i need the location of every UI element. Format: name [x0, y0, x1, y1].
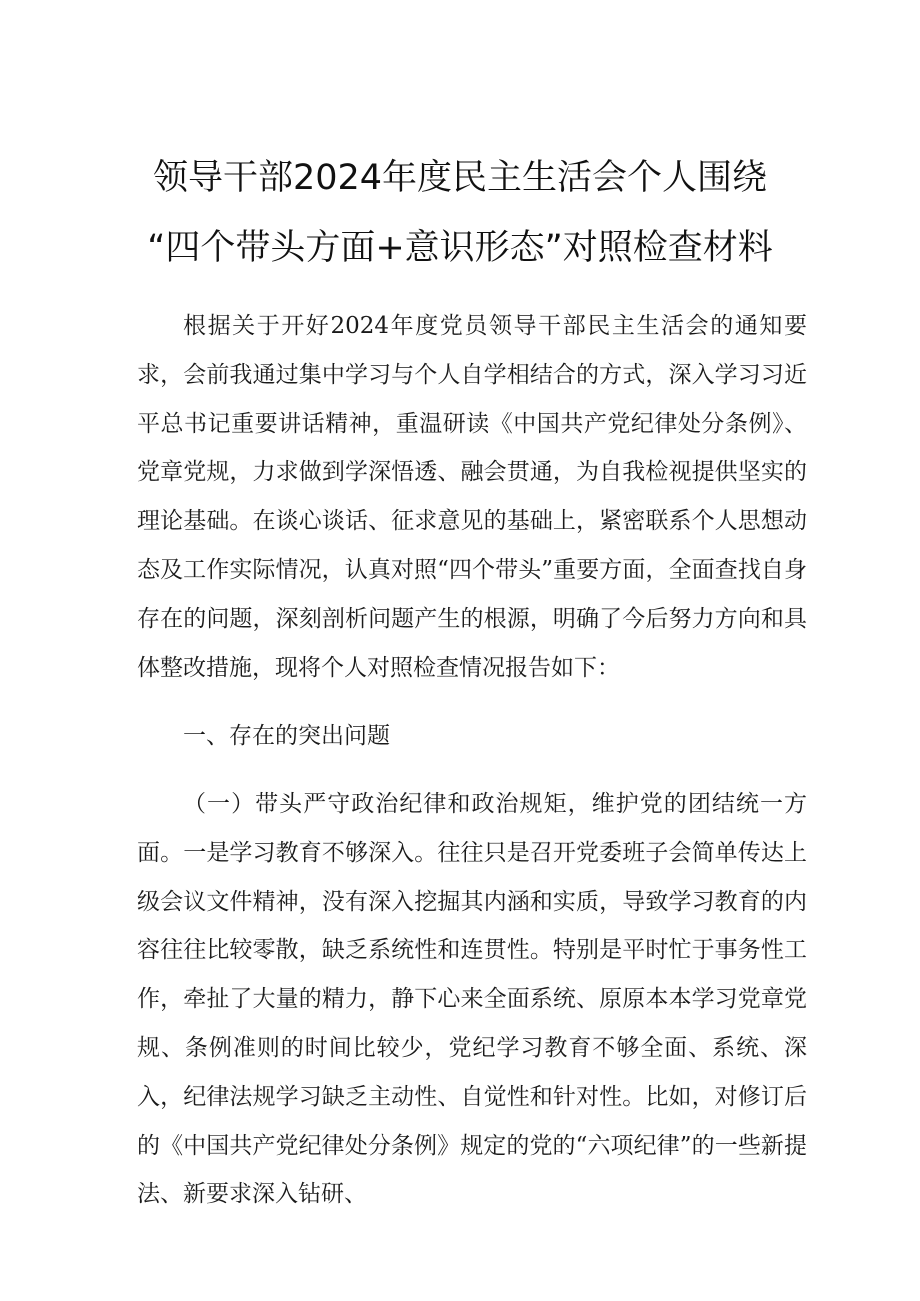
document-title-line-1: 领导干部2024年度民主生活会个人围绕: [152, 158, 768, 198]
intro-paragraph: 根据关于开好2024年度党员领导干部民主生活会的通知要求，会前我通过集中学习与个人自学相结合的方式，深入学习习近平总书记重要讲话精神，重温研读《中国共产党纪律处分条例》、党章党规，力求做到学深悟透、融会贯通，为自我检视提供坚实的理论基础。在谈心谈话、征求意见的基础上，紧密联系个人思想动态及工作实际情况，认真对照“四个带头”重要方面，全面查找自身存在的问题，深刻剖析问题产生的根源，明确了今后努力方向和具体整改措施，现将个人对照检查情况报告如下：: [137, 313, 807, 681]
section-heading: 一、存在的突出问题: [183, 723, 390, 749]
body-paragraph: （一）带头严守政治纪律和政治规矩，维护党的团结统一方面。一是学习教育不够深入。往往只是召开党委班子会简单传达上级会议文件精神，没有深入挖掘其内涵和实质，导致学习教育的内容往往比较零散，缺乏系统性和连贯性。特别是平时忙于事务性工作，牵扯了大量的精力，静下心来全面系统、原原本本学习党章党规、条例准则的时间比较少，党纪学习教育不够全面、系统、深入，纪律法规学习缺乏主动性、自觉性和针对性。比如，对修订后的《中国共产党纪律处分条例》规定的党的“六项纪律”的一些新提法、新要求深入钻研、: [137, 791, 807, 1208]
document-title-line-2: “四个带头方面+意识形态”对照检查材料: [147, 228, 773, 268]
